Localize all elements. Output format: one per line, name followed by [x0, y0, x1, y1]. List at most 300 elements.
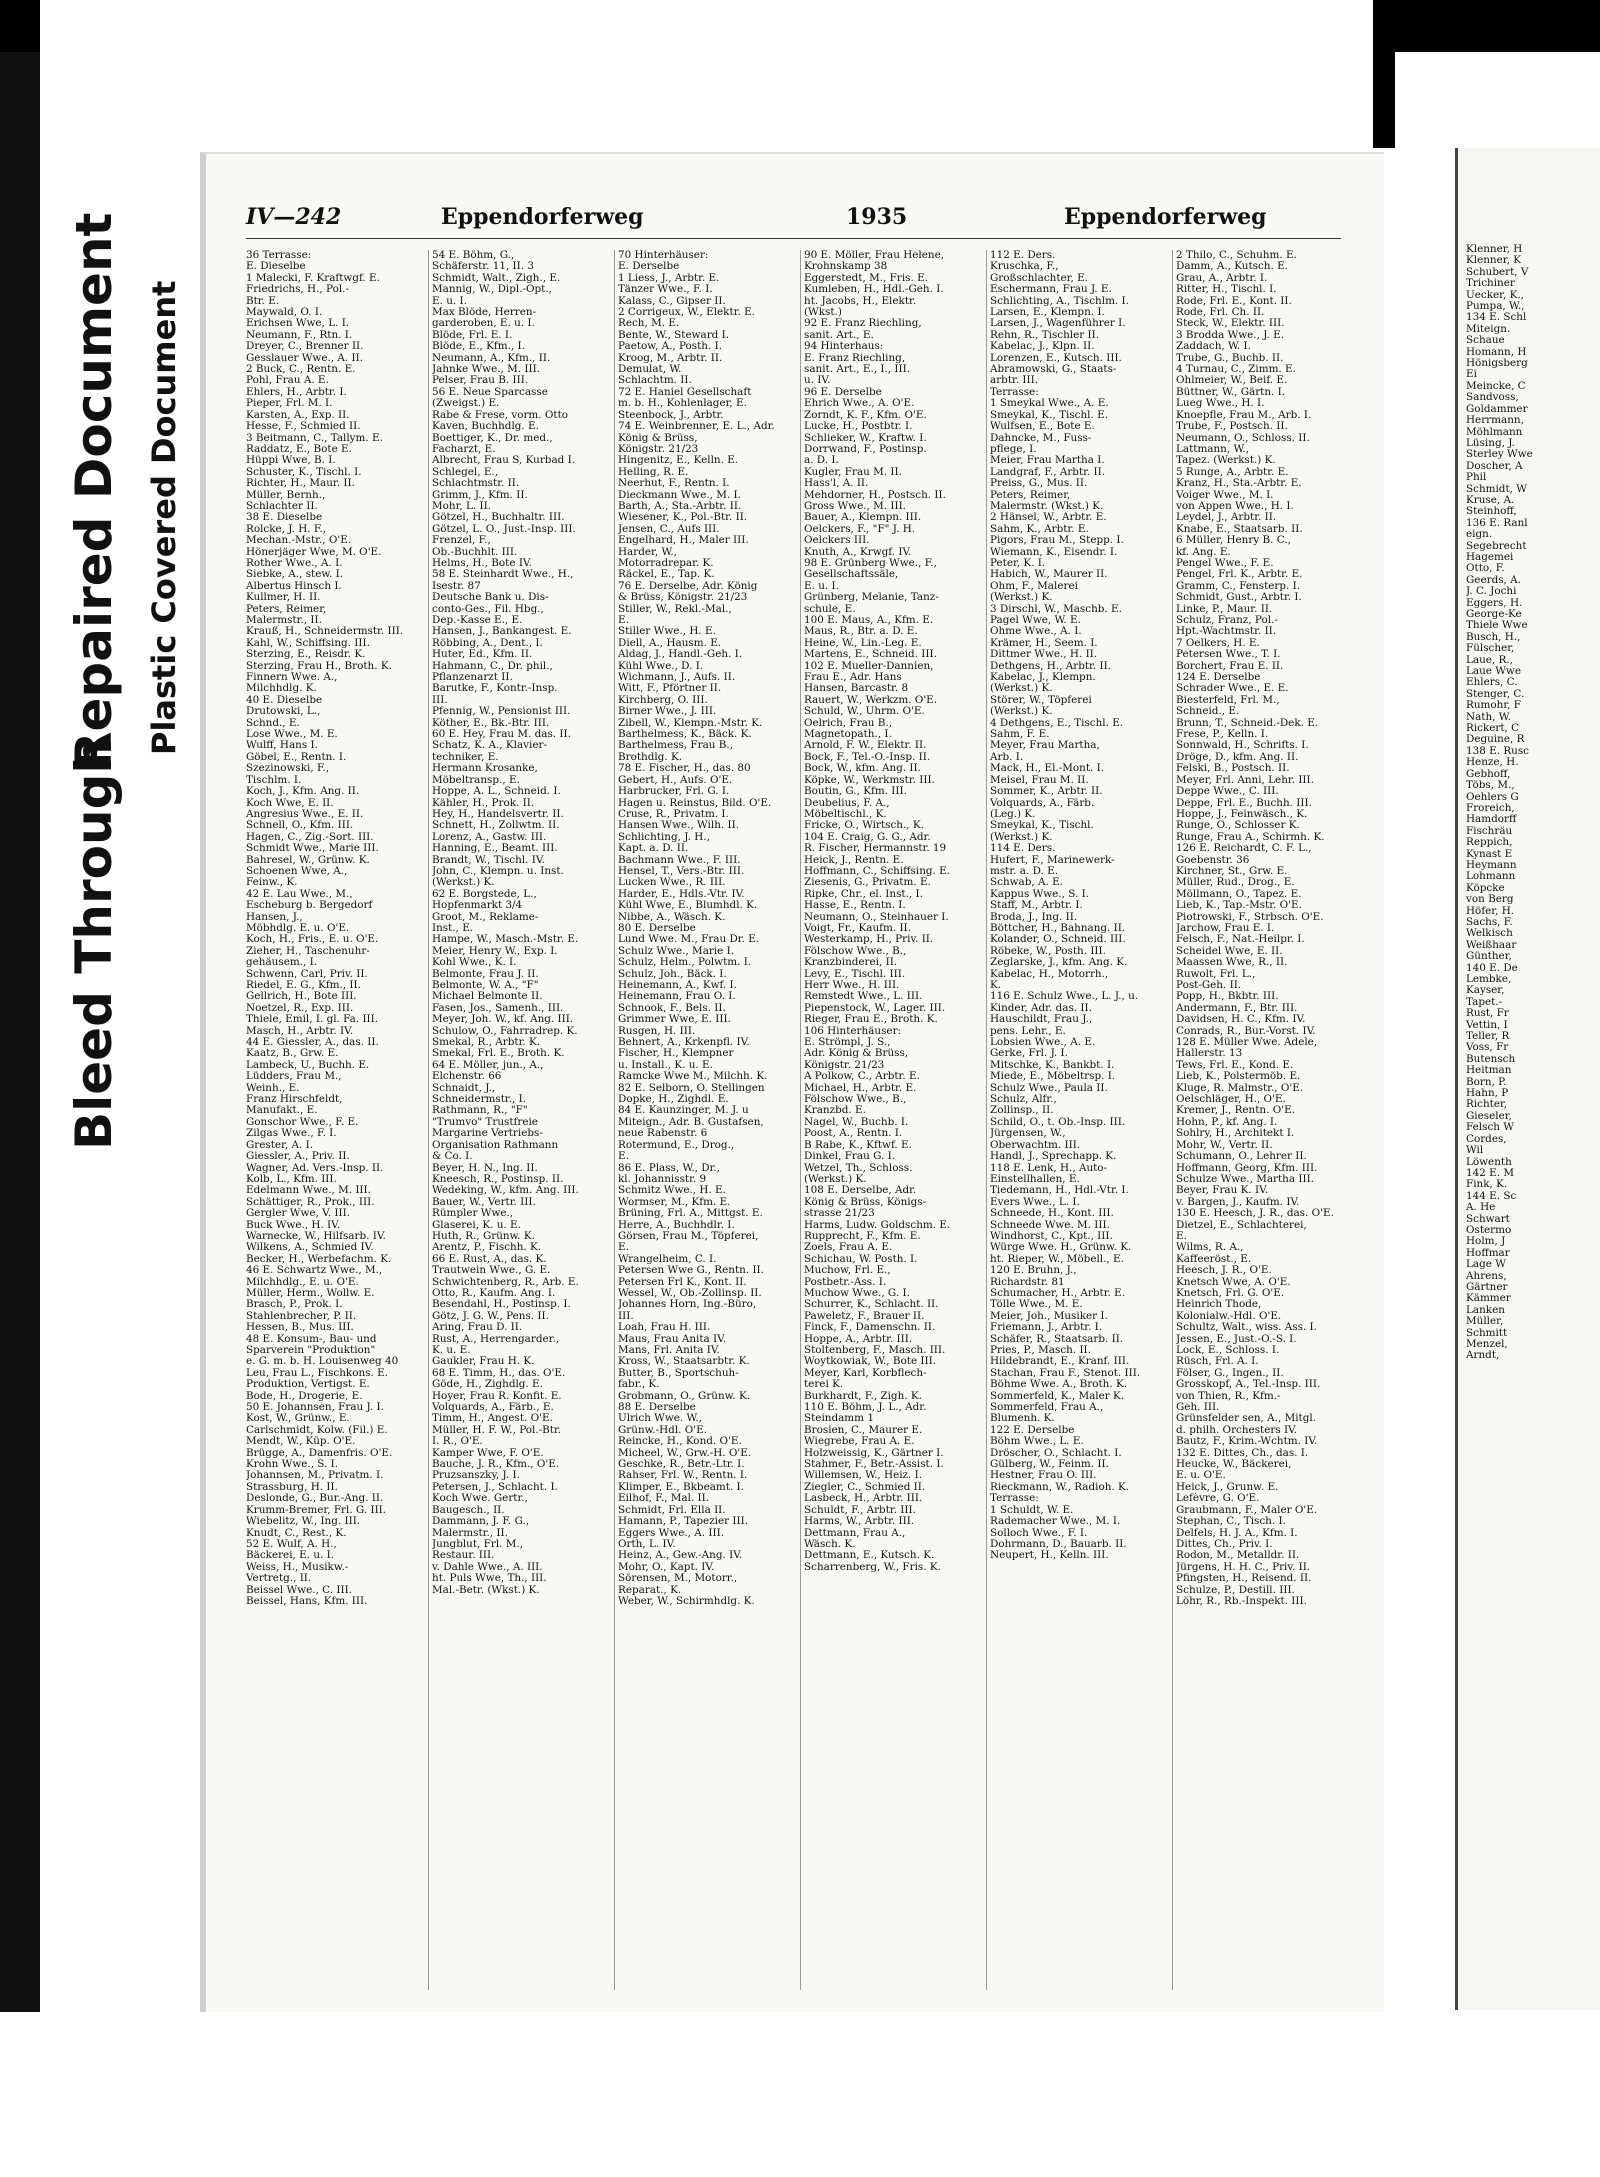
- directory-entry-line: Hahmann, C., Dr. phil.,: [432, 660, 553, 672]
- directory-entry-line: Knoepfle, Frau M., Arb. I.: [1176, 409, 1312, 421]
- adjacent-page-line: Doscher, A: [1466, 460, 1523, 472]
- directory-entry-line: Diell, A., Hausm. E.: [618, 637, 722, 649]
- adjacent-page-line: Kruse, A.: [1466, 494, 1515, 506]
- directory-entry-line: 96 E. Derselbe: [804, 386, 882, 398]
- adjacent-page-line: Ehlers, C.: [1466, 677, 1518, 689]
- directory-entry-line: Ob.-Buchhlt. III.: [432, 546, 518, 558]
- directory-entry-line: Müller, Bernh.,: [246, 489, 326, 501]
- directory-entry-line: Bode, H., Drogerie, E.: [246, 1390, 363, 1402]
- directory-entry-line: Königstr. 21/23: [804, 1059, 885, 1071]
- adjacent-page-line: von Berg: [1466, 894, 1514, 906]
- directory-entry-line: Buck Wwe., H. IV.: [246, 1219, 341, 1231]
- directory-entry-line: Schlichting, A., Tischlm. I.: [990, 295, 1129, 307]
- directory-entry-line: Lieb, K., Tap.-Mstr. O'E.: [1176, 900, 1302, 912]
- directory-entry-line: Rodon, M., Metalldr. II.: [1176, 1550, 1300, 1562]
- directory-entry-line: Wulfsen, E., Bote E.: [990, 421, 1095, 433]
- directory-entry-line: Kappus Wwe., S. I.: [990, 888, 1089, 900]
- directory-entry-line: Neumann, F., Rtn. I.: [246, 329, 353, 341]
- adjacent-page-line: Butensch: [1466, 1053, 1516, 1065]
- directory-entry-line: Königstr. 21/23: [618, 443, 699, 455]
- directory-entry-line: a. D. I.: [804, 455, 839, 467]
- directory-entry-line: Göde, H., Zighdlg. E.: [432, 1379, 543, 1391]
- directory-entry-line: Piepenstock, W., Lager. III.: [804, 1002, 946, 1014]
- directory-column-6: [1176, 250, 1346, 1990]
- directory-entry-line: Hey, H., Handelsvertr. II.: [432, 808, 564, 820]
- directory-entry-line: Rotermund, E., Drog.,: [618, 1139, 735, 1151]
- directory-entry-line: Riedel, E. G., Kfm., II.: [246, 980, 361, 991]
- directory-entry-line: Popp, H., Bkbtr. III.: [1176, 991, 1279, 1003]
- directory-entry-line: Schmidt, Gust., Arbtr. I.: [1176, 592, 1302, 604]
- directory-entry-line: Hoppe, A., Arbtr. III.: [804, 1333, 913, 1345]
- directory-entry-line: Broda, J., Ing. II.: [990, 911, 1078, 923]
- directory-entry-line: Margarine Vertriebs-: [432, 1128, 543, 1140]
- directory-entry-line: Klimper, E., Bkbeamt. I.: [618, 1481, 744, 1493]
- directory-entry-line: Heick, J., Grunw. E.: [1176, 1481, 1279, 1493]
- adjacent-page-line: A. He: [1466, 1202, 1496, 1214]
- directory-entry-line: Schmidt, Frl. Ella II.: [618, 1504, 726, 1516]
- adjacent-page-line: Hönigsberg: [1466, 358, 1528, 370]
- directory-entry-line: Wiemann, K., Eisendr. I.: [990, 546, 1118, 558]
- directory-entry-line: Barth, A., Sta.-Arbtr. II.: [618, 500, 742, 512]
- directory-entry-line: Arb. I.: [990, 751, 1024, 763]
- directory-entry-line: Mitschke, K., Bankbt. I.: [990, 1059, 1115, 1071]
- directory-page: [200, 152, 1384, 2012]
- directory-entry-line: Hesse, F., Schmied II.: [246, 421, 361, 433]
- directory-entry-line: Habich, W., Maurer II.: [990, 569, 1108, 581]
- directory-entry-line: Böttcher, H., Bahnang. II.: [990, 922, 1126, 934]
- directory-entry-line: Schlachtm. II.: [618, 375, 692, 387]
- directory-entry-line: Smeykal, K., Tischl.: [990, 820, 1094, 832]
- directory-entry-line: Dittmer Wwe., H. II.: [990, 649, 1098, 661]
- adjacent-page-line: 138 E. Rusc: [1466, 745, 1529, 757]
- adjacent-page-line: Ei: [1466, 369, 1477, 381]
- directory-entry-line: Wedeking, W., kfm. Ang. III.: [432, 1185, 579, 1197]
- directory-entry-line: 112 E. Ders.: [990, 250, 1056, 261]
- directory-entry-line: Miteign., Adr. B. Gustafsen,: [618, 1116, 764, 1128]
- directory-entry-line: Conrads, R., Bur.-Vorst. IV.: [1176, 1025, 1316, 1037]
- directory-entry-line: König & Brüss,: [618, 432, 698, 444]
- directory-entry-line: Mal.-Betr. (Wkst.) K.: [432, 1584, 540, 1596]
- directory-entry-line: Schulz, Alfr.,: [990, 1094, 1057, 1106]
- directory-entry-line: 38 E. Dieselbe: [246, 512, 323, 524]
- directory-entry-line: Abramowski, G., Staats-: [990, 364, 1117, 376]
- directory-entry-line: Linke, P., Maur. II.: [1176, 603, 1273, 615]
- directory-entry-line: Runge, Frau A., Schirmh. K.: [1176, 831, 1325, 843]
- directory-entry-line: Kamper Wwe, F. O'E.: [432, 1447, 544, 1459]
- directory-entry-line: Hansen Wwe., Wilh. II.: [618, 820, 740, 832]
- directory-entry-line: Möllmann, O., Tapez. E.: [1176, 888, 1302, 900]
- directory-entry-line: Wilms, R. A.,: [1176, 1242, 1244, 1254]
- directory-entry-line: Peters, Reimer,: [990, 489, 1071, 501]
- directory-entry-line: Oelckers III.: [804, 535, 870, 547]
- directory-entry-line: Terrasse:: [990, 1493, 1039, 1505]
- directory-entry-line: Graubmann, F., Maler O'E.: [1176, 1504, 1318, 1516]
- directory-entry-line: 82 E. Selborn, O. Stellingen: [618, 1082, 765, 1094]
- directory-entry-line: Tischlm. I.: [246, 774, 302, 786]
- directory-entry-line: Hagen u. Reinstus, Bild. O'E.: [618, 797, 772, 809]
- directory-entry-line: Brunn, T., Schneid.-Dek. E.: [1176, 717, 1319, 729]
- adjacent-page-line: Steinhoff,: [1466, 506, 1517, 518]
- directory-entry-line: Terrasse:: [990, 386, 1039, 398]
- directory-entry-line: Schnook, F., Bels. II.: [618, 1002, 726, 1014]
- directory-entry-line: Kugler, Frau M. II.: [804, 466, 902, 478]
- directory-entry-line: Damm, A., Kutsch. E.: [1176, 261, 1288, 273]
- directory-entry-line: Lobsien Wwe., A. E.: [990, 1037, 1096, 1049]
- directory-entry-line: Großschlachter, E.: [990, 272, 1088, 284]
- directory-entry-line: Tiedemann, H., Hdl.-Vtr. I.: [990, 1185, 1129, 1197]
- adjacent-page-line: Richter,: [1466, 1099, 1508, 1111]
- directory-entry-line: Rademacher Wwe., M. I.: [990, 1516, 1121, 1528]
- directory-entry-line: Preiss, G., Mus. II.: [990, 478, 1088, 490]
- directory-entry-line: Bock, W., kfm. Ang. II.: [804, 763, 921, 775]
- directory-entry-line: Hessen, B., Mus. III.: [246, 1322, 354, 1334]
- directory-entry-line: Schulz, Helm., Polwtm. I.: [618, 957, 752, 969]
- directory-entry-line: Stiller, W., Rekl.-Mal.,: [618, 603, 732, 615]
- directory-entry-line: 88 E. Derselbe: [618, 1402, 696, 1414]
- directory-entry-line: Kranzbinderei, II.: [804, 957, 898, 969]
- directory-entry-line: Pfingsten, H., Reisend. II.: [1176, 1573, 1312, 1585]
- directory-entry-line: Stiller Wwe., H. E.: [618, 626, 716, 638]
- directory-entry-line: Hingenitz, E., Kelln. E.: [618, 455, 739, 467]
- directory-entry-line: Albertus Hinsch I.: [246, 580, 342, 592]
- directory-entry-line: Rüsch, Frl. A. I.: [1176, 1356, 1259, 1368]
- directory-entry-line: Bock, F., Tel.-O.-Insp. II.: [804, 751, 931, 763]
- directory-entry-line: Ohme Wwe., A. I.: [990, 626, 1082, 638]
- directory-entry-line: Angresius Wwe., E. II.: [246, 808, 364, 820]
- adjacent-page-line: Köpcke: [1466, 882, 1505, 894]
- directory-entry-line: Schneid., E.: [1176, 706, 1240, 718]
- directory-entry-line: Wrangelheim, C. I.: [618, 1253, 717, 1265]
- adjacent-page-line: Müller,: [1466, 1316, 1504, 1328]
- directory-entry-line: Götz, J. G. W., Pens. II.: [432, 1310, 549, 1322]
- directory-entry-line: Max Blöde, Herren-: [432, 307, 537, 319]
- directory-entry-line: Brandt, W., Tischl. IV.: [432, 854, 545, 866]
- directory-entry-line: Dröge, D., kfm. Ang. II.: [1176, 751, 1299, 763]
- directory-entry-line: Schumacher, H., Arbtr. E.: [990, 1287, 1126, 1299]
- directory-entry-line: Jarchow, Frau E. I.: [1176, 922, 1275, 934]
- directory-entry-line: Remstedt Wwe., L. III.: [804, 991, 923, 1003]
- adjacent-page-line: Gärtner: [1466, 1281, 1508, 1293]
- directory-entry-line: E.: [618, 1242, 629, 1254]
- directory-entry-line: Kinder, Adr. das. II.: [990, 1002, 1092, 1014]
- directory-entry-line: 60 E. Hey, Frau M. das. II.: [432, 729, 571, 741]
- scan-border-top-right: [1395, 0, 1600, 52]
- directory-entry-line: Stephan, C., Tisch. I.: [1176, 1516, 1286, 1528]
- directory-entry-line: Kaven, Buchhdlg. E.: [432, 421, 539, 433]
- adjacent-page-line: Heymann: [1466, 859, 1517, 871]
- directory-entry-line: Schlachter II.: [246, 500, 318, 512]
- directory-entry-line: Meyer, Joh. W., kf. Ang. III.: [432, 1014, 574, 1026]
- adjacent-page-line: Arndt,: [1466, 1350, 1500, 1362]
- directory-entry-line: Rehn, R., Tischler II.: [990, 329, 1100, 341]
- adjacent-page-line: Fülscher,: [1466, 643, 1515, 655]
- directory-entry-line: "Trumvo" Trustfreie: [432, 1116, 538, 1128]
- directory-entry-line: v. Dahle Wwe., A. III.: [432, 1561, 543, 1573]
- directory-entry-line: Dreyer, C., Brenner II.: [246, 341, 364, 353]
- directory-entry-line: Gergler Wwe, V. III.: [246, 1208, 351, 1220]
- adjacent-page-line: Lage W: [1466, 1259, 1506, 1271]
- adjacent-page-line: Ahrens,: [1466, 1270, 1507, 1282]
- adjacent-page-line: Günther,: [1466, 951, 1512, 963]
- directory-entry-line: Kühl Wwe, E., Blumhdl. K.: [618, 900, 758, 912]
- directory-entry-line: Dinkel, Frau G. I.: [804, 1151, 896, 1163]
- directory-entry-line: Koch, H., Fris., E. u. O'E.: [246, 934, 379, 946]
- directory-entry-line: Feinw., K.: [246, 877, 298, 889]
- adjacent-page-line: Schaue: [1466, 335, 1505, 347]
- directory-entry-line: (Werkst.) K.: [990, 592, 1053, 604]
- directory-entry-line: Gross Wwe., M. III.: [804, 500, 906, 512]
- directory-entry-line: 122 E. Derselbe: [990, 1424, 1075, 1436]
- directory-entry-line: Schatz, K. A., Klavier-: [432, 740, 547, 752]
- directory-entry-line: Wäsch. K.: [804, 1538, 856, 1550]
- adjacent-page-line: Busch, H.,: [1466, 631, 1521, 643]
- directory-entry-line: schule, E.: [804, 603, 856, 615]
- directory-entry-line: Lorenzen, E., Kutsch. III.: [990, 352, 1122, 364]
- directory-entry-line: Meier, Henry W., Exp. I.: [432, 945, 558, 957]
- directory-entry-line: Deppe Wwe., C. III.: [1176, 786, 1279, 798]
- directory-entry-line: Kluge, R. Malmstr., O'E.: [1176, 1082, 1304, 1094]
- directory-entry-line: Hampe, W., Masch.-Mstr. E.: [432, 934, 579, 946]
- directory-entry-line: Escheburg b. Bergedorf: [246, 900, 373, 912]
- directory-entry-line: Rieckmann, W., Radioh. K.: [990, 1481, 1130, 1493]
- directory-entry-line: Peters, Reimer,: [246, 603, 327, 615]
- adjacent-page-line: Eggers, H.: [1466, 597, 1523, 609]
- directory-entry-line: B Rabe, K., Kftwf. E.: [804, 1139, 912, 1151]
- directory-entry-line: Beissel Wwe., C. III.: [246, 1584, 352, 1596]
- directory-entry-line: Maywald, O. I.: [246, 307, 323, 319]
- directory-entry-line: Kirchberg, O. III.: [618, 694, 708, 706]
- adjacent-page-line: Weißhaar: [1466, 939, 1517, 951]
- directory-entry-line: Milchhdlg. K.: [246, 683, 317, 695]
- directory-entry-line: Brüning, Frl. A., Mittgst. E.: [618, 1208, 763, 1220]
- directory-entry-line: 3 Brodda Wwe., J. E.: [1176, 329, 1285, 341]
- directory-entry-line: E. Franz Riechling,: [804, 352, 906, 364]
- directory-entry-line: 78 E. Fischer, H., das. 80: [618, 763, 751, 775]
- adjacent-page-line: Oehlers G: [1466, 791, 1519, 803]
- directory-entry-line: Möbeltransp., E.: [432, 774, 520, 786]
- directory-entry-line: Wetzel, Th., Schloss.: [804, 1162, 913, 1174]
- directory-entry-line: Büttner, W., Gärtn. I.: [1176, 386, 1286, 398]
- directory-entry-line: E. u. O'E.: [1176, 1470, 1226, 1482]
- label-bleed-through: Bleed Through: [65, 738, 123, 1150]
- directory-entry-line: Wichmann, J., Aufs. II.: [618, 672, 736, 684]
- directory-entry-line: Produktion, Vertigst. E.: [246, 1379, 370, 1391]
- directory-entry-line: Hass'l, A. II.: [804, 478, 869, 490]
- directory-entry-line: Gaukler, Frau H. K.: [432, 1356, 535, 1368]
- directory-entry-line: Stahmer, F., Betr.-Assist. I.: [804, 1459, 944, 1471]
- directory-entry-line: Schumann, O., Lehrer II.: [1176, 1151, 1307, 1163]
- adjacent-page-line: Lanken: [1466, 1304, 1505, 1316]
- directory-entry-line: Helms, H., Bote IV.: [432, 557, 532, 569]
- directory-entry-line: Rech, M. E.: [618, 318, 680, 330]
- directory-entry-line: 94 Hinterhaus:: [804, 341, 884, 353]
- directory-entry-line: Fölschow Wwe., B.,: [804, 1094, 907, 1106]
- directory-entry-line: Lieb, K., Polstermöb. E.: [1176, 1071, 1301, 1083]
- directory-entry-line: 1 Schuldt, W. E.: [990, 1504, 1074, 1516]
- directory-entry-line: Dahncke, M., Fuss-: [990, 432, 1092, 444]
- directory-entry-line: Smekal, Frl. E., Broth. K.: [432, 1048, 565, 1060]
- adjacent-page-line: Heitman: [1466, 1065, 1512, 1077]
- directory-entry-line: Beyer, Frau K. IV.: [1176, 1185, 1269, 1197]
- directory-entry-line: Fasen, Jos., Samenh., III.: [432, 1002, 564, 1014]
- directory-entry-line: Schneede, H., Kont. III.: [990, 1208, 1114, 1220]
- directory-entry-line: 62 E. Borgstede, L.,: [432, 888, 537, 900]
- directory-entry-line: Hönerjäger Wwe, M. O'E.: [246, 546, 382, 558]
- directory-entry-line: Ohm, F., Malerei: [990, 580, 1078, 592]
- directory-entry-line: Dettmann, E., Kutsch. K.: [804, 1550, 935, 1562]
- directory-entry-line: Hallerstr. 13: [1176, 1048, 1243, 1060]
- adjacent-page-line: 136 E. Ranl: [1466, 517, 1528, 529]
- directory-year: 1935: [846, 204, 908, 230]
- directory-entry-line: 114 E. Ders.: [990, 843, 1056, 855]
- directory-entry-line: Pruzsanszky, J. I.: [432, 1470, 520, 1482]
- directory-entry-line: Schurrer, K., Schlacht. II.: [804, 1299, 939, 1311]
- directory-entry-line: Lefèvre, G. O'E.: [1176, 1493, 1260, 1505]
- directory-entry-line: Koch, J., Kfm. Ang. II.: [246, 786, 360, 798]
- directory-entry-line: Krämer, H., Seem. I.: [990, 637, 1098, 649]
- directory-entry-line: 66 E. Rust, A., das. K.: [432, 1253, 547, 1265]
- directory-entry-line: Szezinowski, F.,: [246, 763, 330, 775]
- directory-entry-line: 80 E. Derselbe: [618, 922, 696, 934]
- street-name-left: Eppendorferweg: [441, 204, 644, 230]
- directory-entry-line: Steindamm 1: [804, 1413, 874, 1425]
- directory-entry-line: Zoels, Frau A. E.: [804, 1242, 893, 1254]
- directory-entry-line: Demulat, W.: [618, 364, 682, 376]
- adjacent-page-line: Möhlmann: [1466, 426, 1523, 438]
- directory-entry-line: (Werkst.) K.: [432, 877, 495, 889]
- directory-entry-line: Geschke, R., Betr.-Ltr. I.: [618, 1459, 745, 1471]
- directory-entry-line: Goebenstr. 36: [1176, 854, 1250, 866]
- directory-entry-line: Kohl Wwe., K. I.: [432, 957, 517, 969]
- directory-entry-line: Boutin, G., Kfm. III.: [804, 786, 907, 798]
- directory-entry-line: 54 E. Böhm, G.,: [432, 250, 515, 261]
- directory-entry-line: Schwenn, Carl, Priv. II.: [246, 968, 368, 980]
- directory-entry-line: Schäferstr. 11, II. 3: [432, 261, 534, 273]
- directory-entry-line: Peter, K. I.: [990, 557, 1046, 569]
- directory-entry-line: Heine, W., Lin.-Leg. E.: [804, 637, 922, 649]
- directory-entry-line: Levy, E., Tischl. III.: [804, 968, 906, 980]
- directory-entry-line: Kross, W., Staatsarbtr. K.: [618, 1356, 750, 1368]
- directory-entry-line: Landgraf, F., Arbtr. II.: [990, 466, 1106, 478]
- directory-entry-line: Sohlry, H., Architekt I.: [1176, 1128, 1295, 1140]
- directory-entry-line: Köther, E., Bk.-Btr. III.: [432, 717, 550, 729]
- directory-entry-line: Holzweissig, K., Gärtner I.: [804, 1447, 944, 1459]
- directory-entry-line: 98 E. Grünberg Wwe., F.,: [804, 557, 937, 569]
- directory-entry-line: Helling, R. E.: [618, 466, 689, 478]
- directory-entry-line: Weinh., E.: [246, 1082, 300, 1094]
- directory-entry-line: Muchow Wwe., G. I.: [804, 1287, 910, 1299]
- directory-entry-line: Tölle Wwe., M. E.: [990, 1299, 1083, 1311]
- directory-entry-line: (Zweigst.) E.: [432, 398, 500, 410]
- directory-entry-line: Tews, Frl. E., Kond. E.: [1176, 1059, 1294, 1071]
- directory-entry-line: Müller, Herm., Wollw. E.: [246, 1287, 375, 1299]
- directory-entry-line: Richardstr. 81: [990, 1276, 1065, 1288]
- directory-entry-line: Neumann, O., Steinhauer I.: [804, 911, 949, 923]
- directory-entry-line: Inst., E.: [432, 922, 474, 934]
- directory-entry-line: Geh. III.: [1176, 1402, 1220, 1414]
- directory-entry-line: Jensen, C., Aufs III.: [618, 523, 720, 535]
- directory-entry-line: III.: [618, 1310, 634, 1322]
- adjacent-page-line: Geerds, A.: [1466, 574, 1521, 586]
- directory-entry-line: Weber, W., Schirmhdlg. K.: [618, 1595, 755, 1607]
- directory-entry-line: Restaur. III.: [432, 1550, 495, 1562]
- directory-entry-line: Michael Belmonte II.: [432, 991, 543, 1003]
- directory-entry-line: Zibell, W., Klempn.-Mstr. K.: [618, 717, 763, 729]
- directory-entry-line: Heesch, J. R., O'E.: [1176, 1265, 1272, 1277]
- directory-entry-line: Petersen, J., Schlacht. I.: [432, 1481, 558, 1493]
- directory-entry-line: e. G. m. b. H. Louisenweg 40: [246, 1356, 399, 1368]
- adjacent-page-line: 134 E. Schl: [1466, 312, 1527, 324]
- directory-entry-line: E. Strömpl, J. S.,: [804, 1037, 891, 1049]
- directory-entry-line: Schmidt, Walt., Zigh., E.: [432, 272, 561, 284]
- directory-entry-line: Aldag, J., Handl.-Geh. I.: [618, 649, 743, 661]
- directory-entry-line: Bautz, F., Krim.-Wchtm. IV.: [1176, 1436, 1318, 1448]
- directory-entry-line: Knuth, A., Krwgf. IV.: [804, 546, 912, 558]
- directory-entry-line: Knabe, E., Staatsarb. II.: [1176, 523, 1303, 535]
- adjacent-page-line: Voss, Fr: [1466, 1042, 1509, 1054]
- directory-entry-line: Jürgens, H. H. C., Priv. II.: [1176, 1561, 1311, 1573]
- adjacent-page-line: Töbs, M.,: [1466, 780, 1515, 792]
- directory-entry-line: Rode, Frl. Ch. II.: [1176, 307, 1265, 319]
- adjacent-page-line: Lembke,: [1466, 974, 1512, 985]
- directory-entry-line: arbtr. III.: [990, 375, 1039, 387]
- directory-entry-line: Sörensen, M., Motorr.,: [618, 1573, 738, 1585]
- directory-entry-line: Solloch Wwe., F. I.: [990, 1527, 1088, 1539]
- adjacent-page-line: Segebrecht: [1466, 540, 1527, 552]
- directory-entry-line: Eilhof, F., Mal. II.: [618, 1493, 710, 1505]
- directory-entry-line: Huth, R., Grünw. K.: [432, 1230, 535, 1242]
- directory-entry-line: Krumm-Bremer, Frl. G. III.: [246, 1504, 387, 1516]
- directory-entry-line: Stahlenbrecher, P. II.: [246, 1310, 357, 1322]
- directory-entry-line: 86 E. Plass, W., Dr.,: [618, 1162, 721, 1174]
- directory-entry-line: Orth, L. IV.: [618, 1538, 676, 1550]
- directory-entry-line: Maassen Wwe, R., II.: [1176, 957, 1288, 969]
- directory-entry-line: Ehlers, H., Arbtr. I.: [246, 386, 347, 398]
- adjacent-page-line: Herrmann,: [1466, 415, 1524, 427]
- directory-entry-line: III.: [432, 694, 448, 706]
- directory-entry-line: 126 E. Reichardt, C. F. L.,: [1176, 843, 1312, 855]
- directory-entry-line: Lund Wwe. M., Frau Dr. E.: [618, 934, 760, 946]
- directory-entry-line: Lorenz, A., Gastw. III.: [432, 831, 547, 843]
- directory-entry-line: Schlachtmstr. II.: [432, 478, 520, 490]
- directory-entry-line: 102 E. Mueller-Dannien,: [804, 660, 934, 672]
- directory-entry-line: Bauche, J. R., Kfm., O'E.: [432, 1459, 560, 1471]
- directory-entry-line: Schmitz Wwe., H. E.: [618, 1185, 726, 1197]
- directory-entry-line: Kroog, M., Arbtr. II.: [618, 352, 723, 364]
- directory-entry-line: Mans, Frl. Anita IV.: [618, 1345, 720, 1356]
- directory-entry-line: Schuster, K., Tischl. I.: [246, 466, 362, 478]
- directory-entry-line: Manufakt., E.: [246, 1105, 318, 1117]
- directory-entry-line: Herr Wwe., H. III.: [804, 980, 900, 991]
- directory-entry-line: Voigt, Fr., Kaufm. II.: [804, 922, 911, 934]
- directory-entry-line: Nagel, W., Buchb. I.: [804, 1116, 909, 1128]
- adjacent-page-line: Nath, W.: [1466, 711, 1511, 723]
- directory-entry-line: 2 Hänsel, W., Arbtr. E.: [990, 512, 1107, 524]
- adjacent-page-line: Uecker, K.,: [1466, 289, 1524, 301]
- directory-entry-line: (Leg.) K.: [990, 808, 1036, 820]
- directory-entry-line: Hensel, T., Vers.-Btr. III.: [618, 865, 745, 877]
- directory-entry-line: Belmonte, Frau J. II.: [432, 968, 539, 980]
- directory-entry-line: Gerke, Frl. J. I.: [990, 1048, 1068, 1060]
- adjacent-page-line: Otto, F.: [1466, 563, 1505, 575]
- directory-entry-line: von Thien, R., Kfm.-: [1176, 1390, 1281, 1402]
- directory-entry-line: Hoffmann, C., Schiffsing. E.: [804, 865, 951, 877]
- directory-entry-line: Carlschmidt, Kolw. (Fil.) E.: [246, 1424, 388, 1436]
- directory-entry-line: Kranz, H., Sta.-Arbtr. E.: [1176, 478, 1302, 490]
- directory-entry-line: Fricke, O., Wirtsch., K.: [804, 820, 924, 832]
- directory-entry-line: Pagel Wwe, W. E.: [990, 615, 1081, 626]
- directory-entry-line: Brothdlg. K.: [618, 751, 683, 763]
